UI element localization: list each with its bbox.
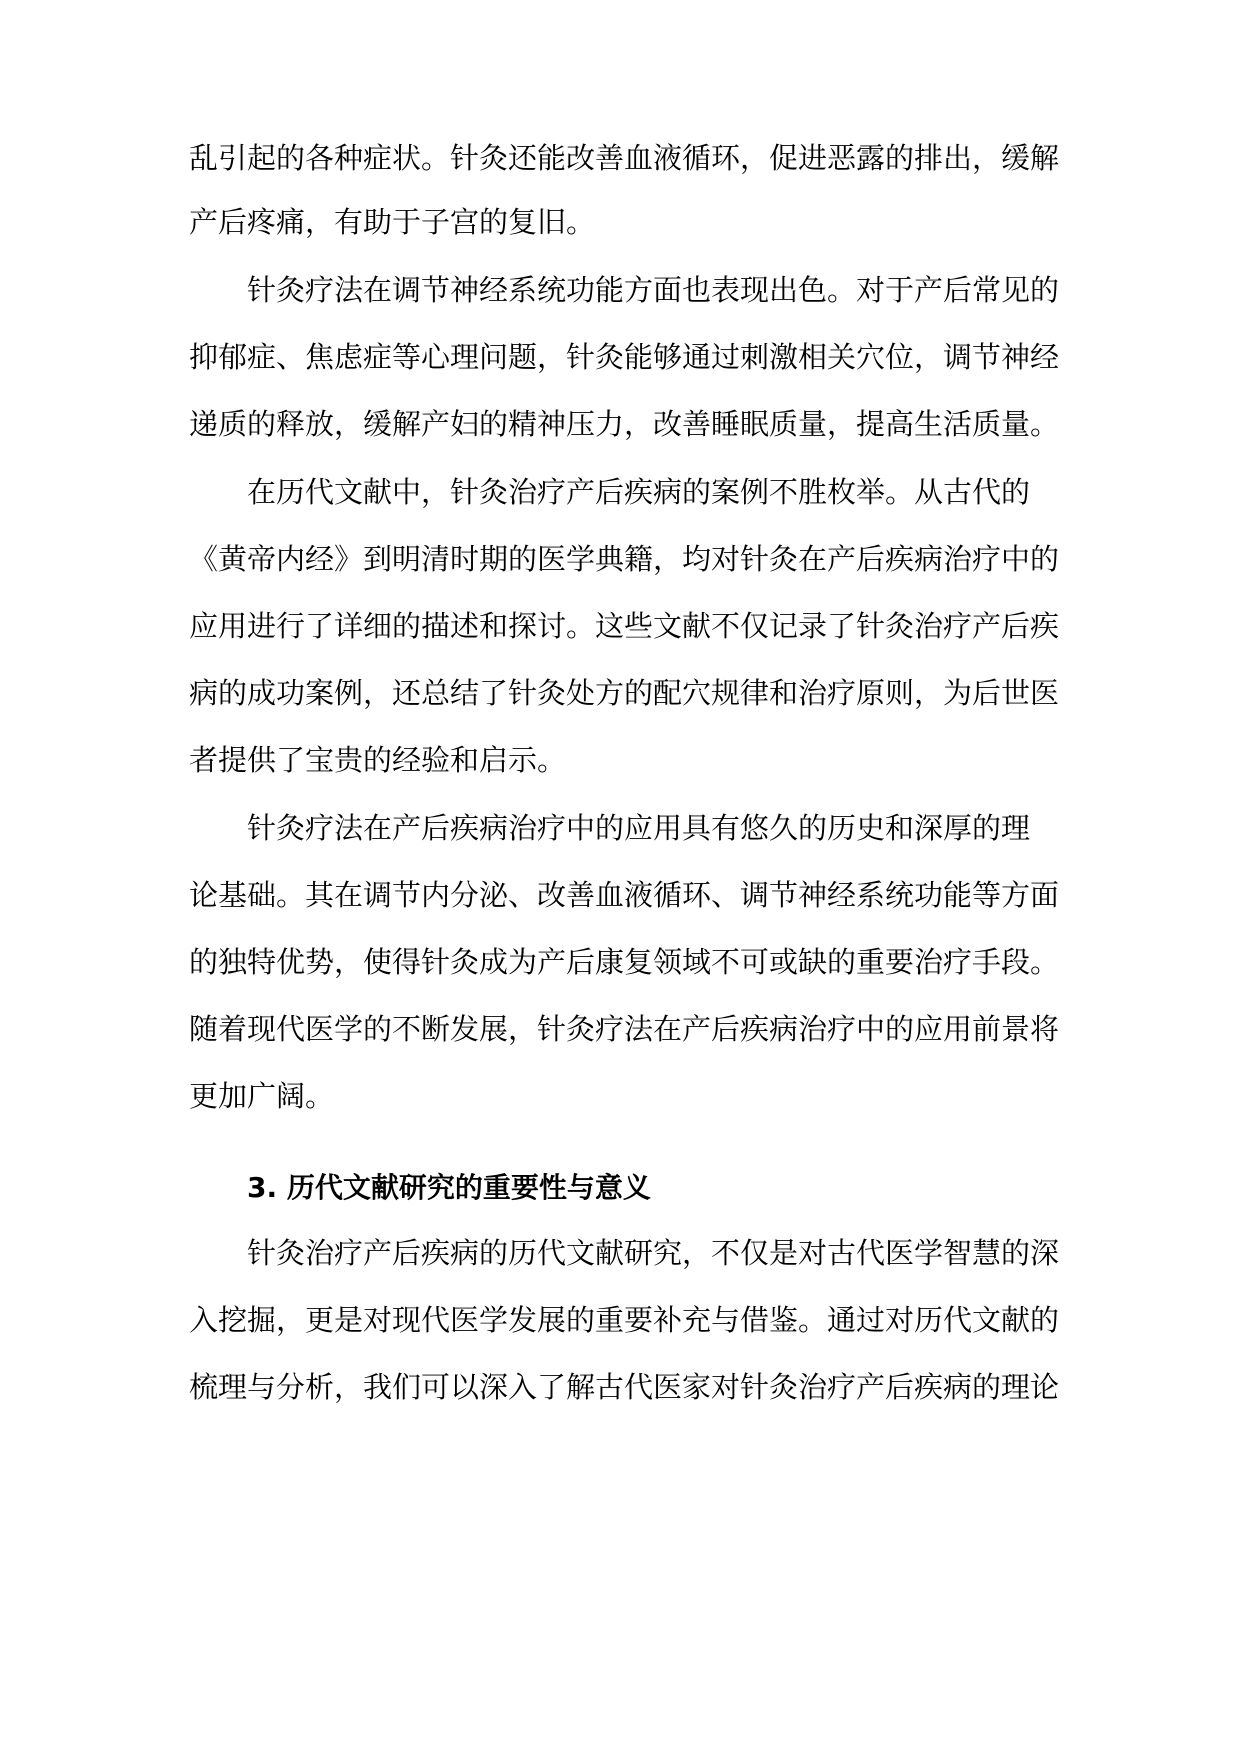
text-line: 针灸疗法在产后疾病治疗中的应用具有悠久的历史和深厚的理: [189, 811, 1031, 845]
text-line: 随着现代医学的不断发展，针灸疗法在产后疾病治疗中的应用前景将: [189, 1012, 1060, 1046]
text-line: 递质的释放，缓解产妇的精神压力，改善睡眠质量，提高生活质量。: [189, 407, 1060, 441]
text-line: 入挖掘，更是对现代医学发展的重要补充与借鉴。通过对历代文献的: [189, 1303, 1060, 1337]
text-line: 论基础。其在调节内分泌、改善血液循环、调节神经系统功能等方面: [189, 878, 1060, 912]
text-line: 更加广阔。: [189, 1079, 335, 1113]
text-line: 梳理与分析，我们可以深入了解古代医家对针灸治疗产后疾病的理论: [189, 1370, 1060, 1404]
text-line: 针灸治疗产后疾病的历代文献研究，不仅是对古代医学智慧的深: [189, 1236, 1060, 1270]
text-line: 病的成功案例，还总结了针灸处方的配穴规律和治疗原则，为后世医: [189, 676, 1060, 710]
text-line: 者提供了宝贵的经验和启示。: [189, 743, 567, 777]
text-line: 《黄帝内经》到明清时期的医学典籍，均对针灸在产后疾病治疗中的: [189, 542, 1060, 576]
text-line: 应用进行了详细的描述和探讨。这些文献不仅记录了针灸治疗产后疾: [189, 609, 1060, 643]
text-line: 在历代文献中，针灸治疗产后疾病的案例不胜枚举。从古代的: [189, 475, 1031, 509]
text-line: 抑郁症、焦虑症等心理问题，针灸能够通过刺激相关穴位，调节神经: [189, 340, 1060, 374]
section-heading: 3. 历代文献研究的重要性与意义: [247, 1171, 651, 1204]
text-line: 乱引起的各种症状。针灸还能改善血液循环，促进恶露的排出，缓解: [189, 141, 1060, 175]
text-line: 针灸疗法在调节神经系统功能方面也表现出色。对于产后常见的: [189, 273, 1060, 307]
text-line: 产后疼痛，有助于子宫的复旧。: [189, 205, 596, 239]
text-line: 的独特优势，使得针灸成为产后康复领域不可或缺的重要治疗手段。: [189, 945, 1060, 979]
